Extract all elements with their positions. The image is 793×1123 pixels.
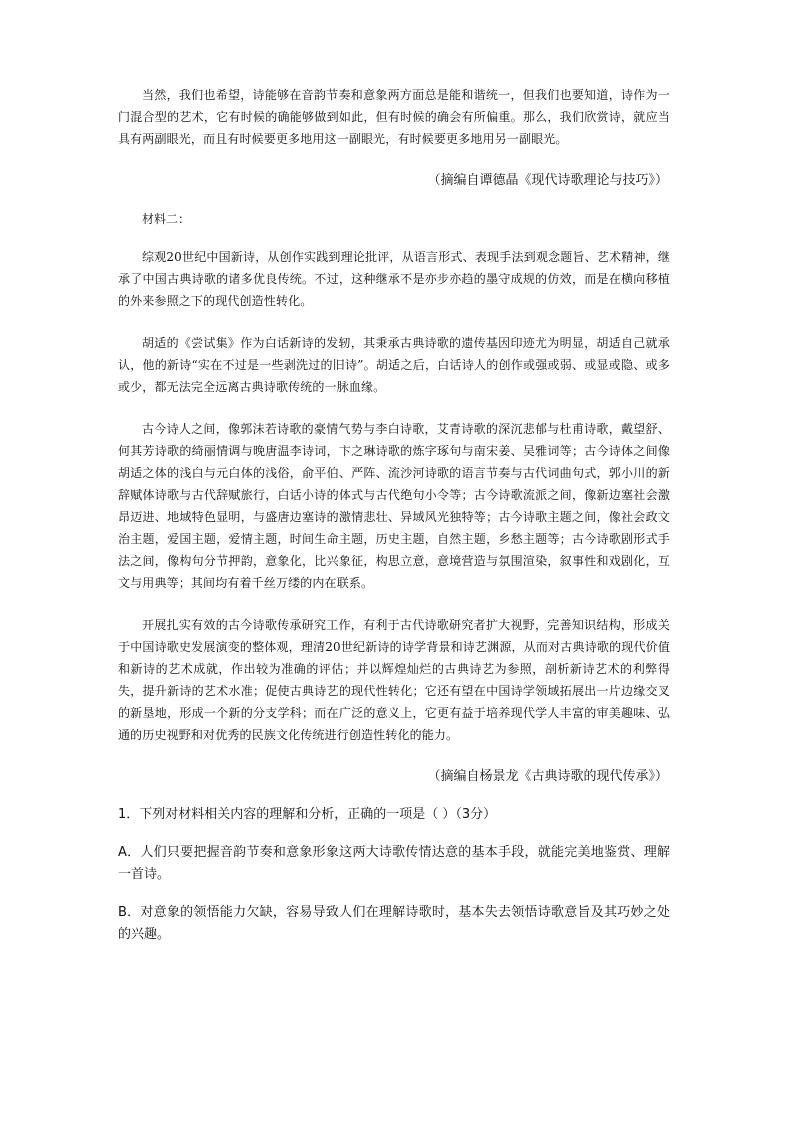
passage-paragraph: 当然，我们也希望，诗能够在音韵节奏和意象两方面总是能和谐统一，但我们也要知道，诗作为一门混合型的艺术，它有时候的确能够做到如此，但有时候的确会有所偏重。那么，我们欣赏诗，就应当具有两副眼光，而且有时候要更多地用这一副眼光，有时候要更多地用另一副眼光。 [118,88,670,146]
answer-option-b: B．对意象的领悟能力欠缺，容易导致人们在理解诗歌时，基本失去领悟诗歌意旨及其巧妙之处的兴趣。 [118,905,670,942]
question-stem: 1．下列对材料相关内容的理解和分析，正确的一项是（ ）（3分） [118,807,497,822]
material-paragraph: 综观20世纪中国新诗，从创作实践到理论批评，从语言形式、表现手法到观念题旨、艺术精神，继承了中国古典诗歌的诸多优良传统。不过，这种继承不是亦步亦趋的墨守成规的仿效，而是在横向移植的外来参照之下的现代创造性转化。 [118,250,670,308]
source-citation: （摘编自杨景龙《古典诗歌的现代传承》） [427,769,668,784]
material-paragraph: 开展扎实有效的古今诗歌传承研究工作，有利于古代诗歌研究者扩大视野，完善知识结构，形成关于中国诗歌史发展演变的整体观，理清20世纪新诗的诗学背景和诗艺渊源，从而对古典诗歌的现代价值和新诗的艺术成就，作出较为准确的评估；并以辉煌灿烂的古典诗艺为参照，剖析新诗艺术的利弊得失，提升新诗的艺术水准；促使古典诗艺的现代性转化；它还有望在中国诗学领域拓展出一片边缘交叉的新垦地，形成一个新的分支学科；而在广泛的意义上，它更有益于培养现代学人丰富的审美趣味、弘通的历史视野和对优秀的民族文化传统进行创造性转化的能力。 [118,618,670,742]
source-citation: （摘编自谭德晶《现代诗歌理论与技巧》） [427,173,668,188]
material-label: 材料二： [142,212,191,226]
document-content [118,84,670,946]
material-paragraph: 古今诗人之间，像郭沫若诗歌的豪情气势与李白诗歌，艾青诗歌的深沉悲郁与杜甫诗歌，戴望舒、何其芳诗歌的绮丽情调与晚唐温李诗词，卞之琳诗歌的炼字琢句与南宋姜、吴雅词等；古今诗体之间像胡适之体的浅白与元白体的浅俗，俞平伯、严阵、流沙河诗歌的语言节奏与古代词曲句式，郭小川的新辞赋体诗歌与古代辞赋旅行，白话小诗的体式与古代绝句小令等；古今诗歌流派之间，像新边塞社会激昂迈进、地域特色显明，与盛唐边塞诗的激情悲壮、异域风光独特等；古今诗歌主题之间，像社会政文治主题，爱国主题，爱情主题，时间生命主题，历史主题，自然主题，乡愁主题等；古今诗歌剧形式手法之间，像构句分节押韵，意象化，比兴象征，构思立意，意境营造与氛围渲染，叙事性和戏剧化，互文与用典等；其间均有着千丝万缕的内在联系。 [118,422,670,590]
material-paragraph: 胡适的《尝试集》作为白话新诗的发轫，其秉承古典诗歌的遗传基因印迹尤为明显，胡适自己就承认，他的新诗“实在不过是一些剥洗过的旧诗”。胡适之后，白话诗人的创作或强或弱、或显或隐、或多或少，都无法完全远离古典诗歌传统的一脉血缘。 [118,336,670,394]
answer-option-a: A．人们只要把握音韵节奏和意象形象这两大诗歌传情达意的基本手段，就能完美地鉴赏、理解一首诗。 [118,845,670,882]
